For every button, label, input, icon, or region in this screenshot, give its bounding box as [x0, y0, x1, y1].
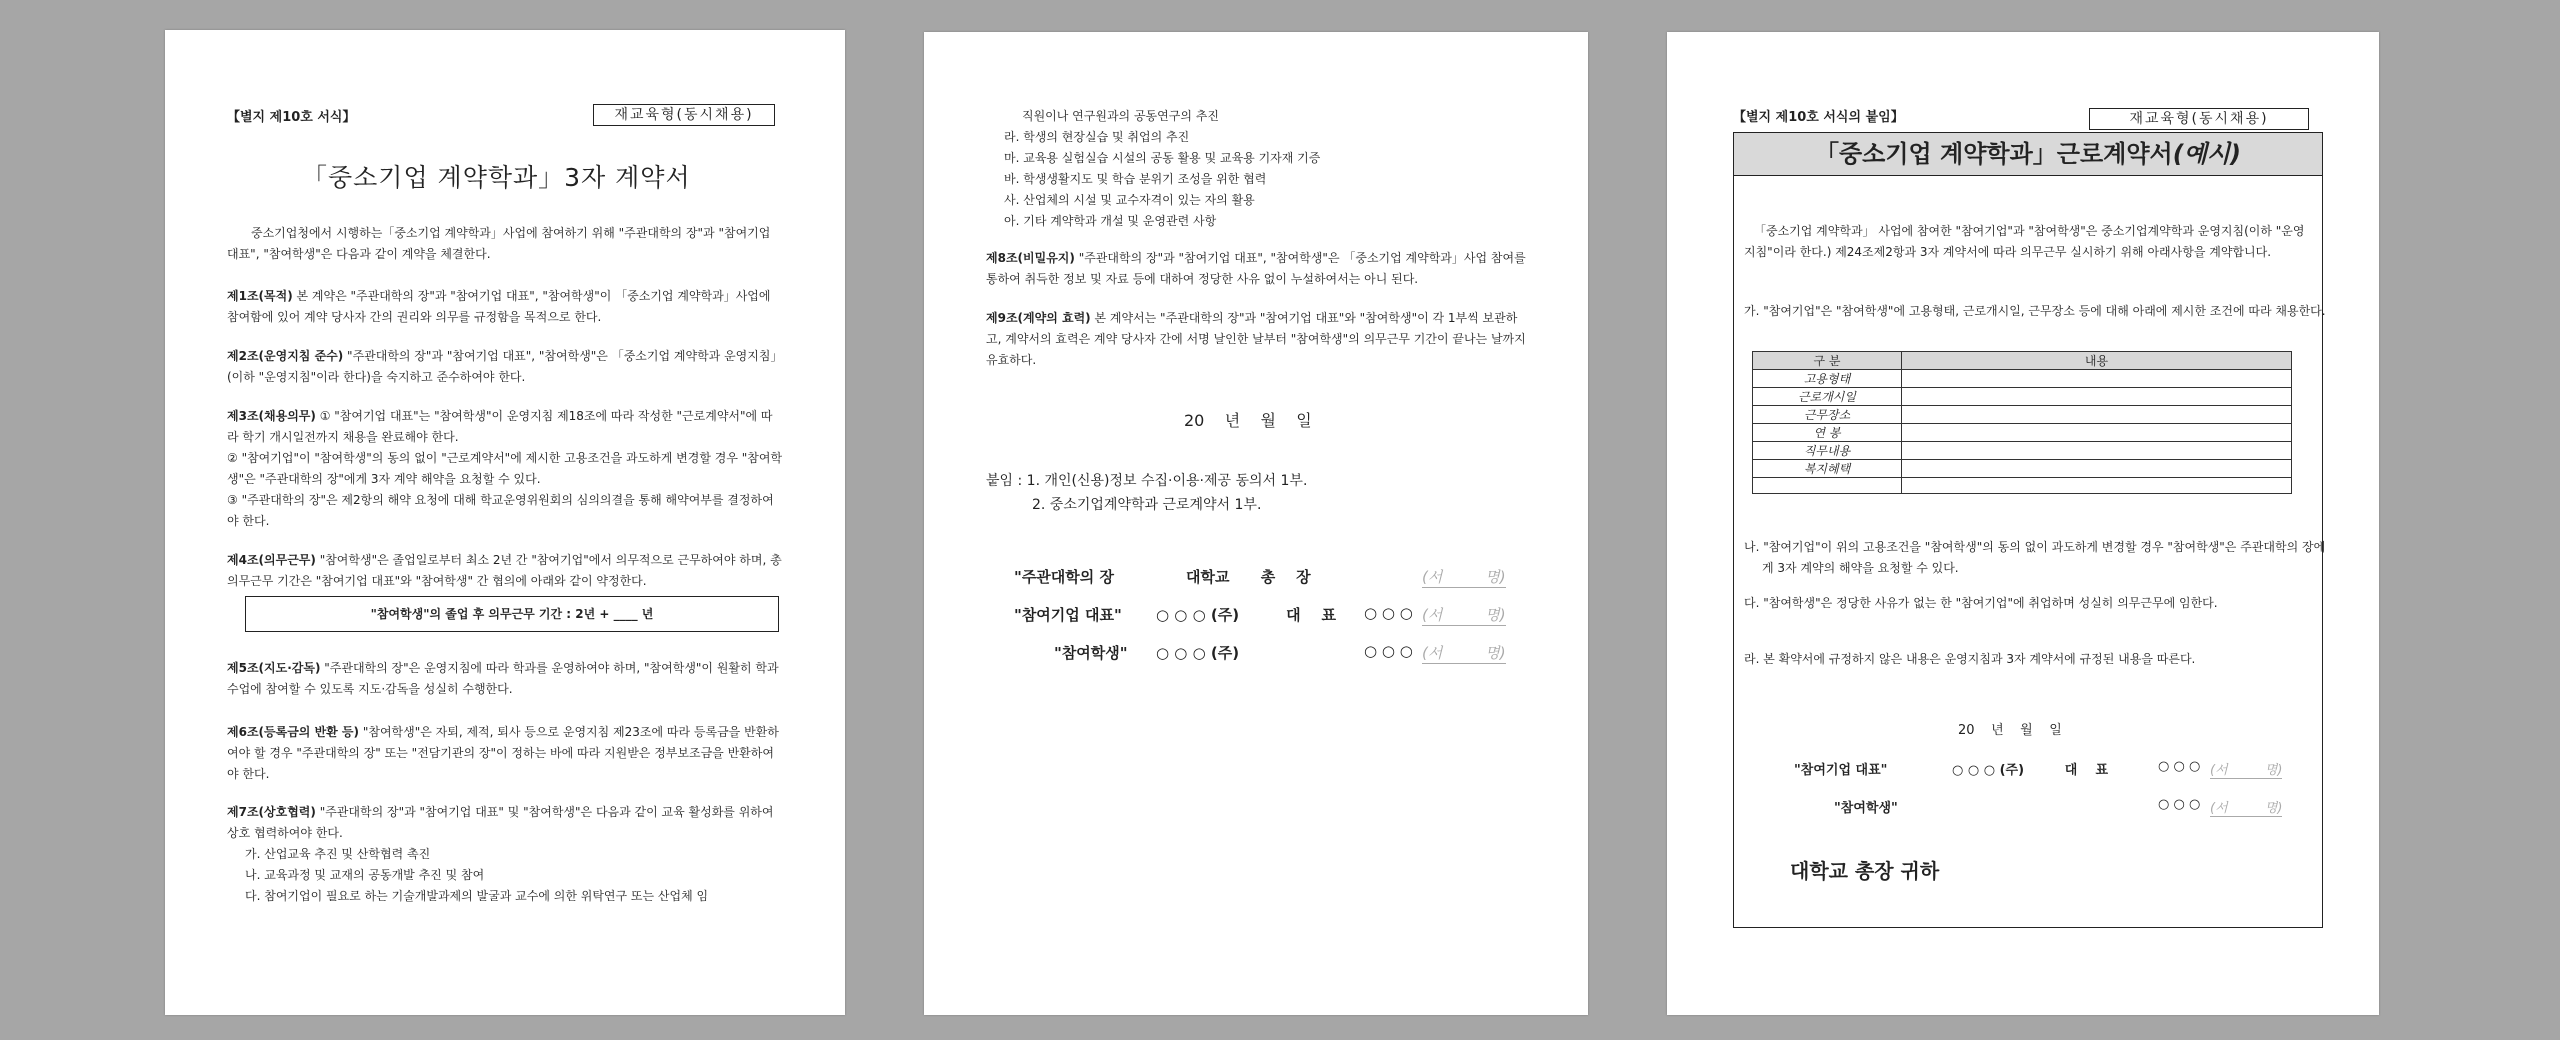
row-value-cell[interactable]: [1902, 460, 2292, 478]
row-value-cell[interactable]: [1902, 370, 2292, 388]
sign-label-company: "참여기업 대표": [1794, 763, 1888, 778]
sign-mid-company: ○ ○ ○ (주) 대 표: [1156, 606, 1337, 624]
article-8-body: "주관대학의 장"과 "참여기업 대표", "참여학생"은 「중소기업 계약학과」사업 참여를 통하여 취득한 정보 및 자료 등에 대하여 정당한 사유 없이 누설하여서는 아니 된다.: [986, 251, 1526, 286]
article-5: [227, 658, 783, 700]
table-row: [1753, 442, 2292, 460]
sign-name-student: ○ ○ ○: [1364, 642, 1413, 660]
row-value-cell[interactable]: [1902, 388, 2292, 406]
article-4-body: "참여학생"은 졸업일로부터 최소 2년 간 "참여기업"에서 의무적으로 근무하여야 하며, 총 의무근무 기간은 "참여기업 대표"와 "참여학생" 간 협의에 아래와 같이 약정한다.: [227, 553, 782, 588]
row-label-salary: 연 봉: [1753, 424, 1902, 442]
employment-terms-table: [1752, 351, 2292, 494]
article-3-clause-3: ③ "주관대학의 장"은 제2항의 해약 요청에 대해 학교운영위원회의 심의의결을 통해 해약여부를 결정하여야 한다.: [227, 493, 774, 528]
row-value-cell[interactable]: [1902, 424, 2292, 442]
signature-field-student[interactable]: (서 명): [1422, 644, 1506, 662]
article-7-item-ah: 아. 기타 계약학과 개설 및 운영관련 사항: [1004, 214, 1217, 228]
clause-ra: 라. 본 확약서에 규정하지 않은 내용은 운영지침과 3자 계약서에 규정된 내용을 따른다.: [1744, 652, 2196, 666]
table-row: [1753, 460, 2292, 478]
sign-name-student: ○ ○ ○: [2158, 797, 2201, 812]
intro-paragraph: 중소기업청에서 시행하는「중소기업 계약학과」사업에 참여하기 위해 "주관대학의 장"과 "참여기업 대표", "참여학생"은 다음과 같이 계약을 체결한다.: [227, 226, 771, 261]
signature-field-student[interactable]: (서 명): [2210, 797, 2282, 817]
continued-text: 직원이나 연구원과의 공동연구의 추진: [1022, 109, 1219, 123]
row-label-duties: 직무내용: [1753, 442, 1902, 460]
document-page-1: [165, 30, 845, 1015]
form-type-box: 재교육형(동시채용): [593, 104, 775, 126]
article-5-heading: 제5조(지도·감독): [227, 661, 321, 675]
article-1-heading: 제1조(목적): [227, 289, 293, 303]
sign-name-company: ○ ○ ○: [2158, 759, 2201, 774]
article-9: [986, 308, 1526, 371]
title-main: 「중소기업 계약학과」근로계약서: [1814, 140, 2173, 168]
table-row: [1753, 424, 2292, 442]
article-7-item-ba: 바. 학생생활지도 및 학습 분위기 조성을 위한 협력: [1004, 172, 1267, 186]
article-7-heading: 제7조(상호협력): [227, 805, 316, 819]
row-label-benefits: 복지혜택: [1753, 460, 1902, 478]
article-1-body: 본 계약은 "주관대학의 장"과 "참여기업 대표", "참여학생"이 「중소기업 계약학과」사업에 참여함에 있어 계약 당사자 간의 권리와 의무를 규정함을 목적으로 한다.: [227, 289, 771, 324]
article-7-item-na: 나. 교육과정 및 교재의 공동개발 추진 및 참여: [245, 868, 485, 882]
sign-label-student: "참여학생": [1834, 801, 1898, 816]
signature-field-university[interactable]: (서 명): [1422, 568, 1506, 586]
article-6: [227, 722, 783, 785]
article-8-heading: 제8조(비밀유지): [986, 251, 1075, 265]
document-page-2: [924, 32, 1588, 1015]
contract-date: 20 년 월 일: [1958, 723, 2062, 738]
attachment-1: 붙임 : 1. 개인(신용)정보 수집·이용·제공 동의서 1부.: [986, 473, 1308, 489]
table-row: [1753, 370, 2292, 388]
article-9-heading: 제9조(계약의 효력): [986, 311, 1091, 325]
clause-da: 다. "참여학생"은 정당한 사유가 없는 한 "참여기업"에 취업하며 성실히 의무근무에 임한다.: [1744, 596, 2218, 610]
article-2: [227, 346, 783, 388]
article-3-body: ① "참여기업 대표"는 "참여학생"이 운영지침 제18조에 따라 작성한 "근로계약서"에 따라 학기 개시일전까지 채용을 완료해야 한다.: [227, 409, 773, 444]
signature-field-company[interactable]: (서 명): [2210, 759, 2282, 779]
article-2-body: "주관대학의 장"과 "참여기업 대표", "참여학생"은 「중소기업 계약학과 운영지침」(이하 "운영지침"이라 한다)을 숙지하고 준수하여야 한다.: [227, 349, 783, 384]
contract-frame: [1733, 132, 2326, 928]
article-6-body: "참여학생"은 자퇴, 제적, 퇴사 등으로 운영지침 제23조에 따라 등록금을 반환하여야 할 경우 "주관대학의 장" 또는 "전담기관의 장"이 정하는 바에 따라 지원받은 정부보조금을 반환하여야 한다.: [227, 725, 779, 781]
sign-mid-university: 대학교 총 장: [1186, 568, 1311, 586]
row-label-empty: [1753, 478, 1902, 494]
table-row: [1753, 388, 2292, 406]
row-label-start-date: 근로개시일: [1753, 388, 1902, 406]
article-3-heading: 제3조(채용의무): [227, 409, 316, 423]
row-value-cell[interactable]: [1902, 442, 2292, 460]
closing-addressee: 대학교 총장 귀하: [1790, 859, 1940, 883]
form-label: 【별지 제10호 서식】: [227, 110, 356, 125]
page-title: 「중소기업 계약학과」3자 계약서: [302, 163, 691, 192]
article-5-body: "주관대학의 장"은 운영지침에 따라 학과를 운영하여야 하며, "참여학생"이 원활히 학과수업에 참여할 수 있도록 지도·감독을 성실히 수행한다.: [227, 661, 779, 696]
article-2-heading: 제2조(운영지침 준수): [227, 349, 344, 363]
form-label: 【별지 제10호 서식의 붙임】: [1733, 110, 1904, 125]
row-value-cell[interactable]: [1902, 406, 2292, 424]
sign-mid-company: ○ ○ ○ (주) 대 표: [1952, 763, 2109, 778]
service-period-box: "참여학생"의 졸업 후 의무근무 기간 : 2년 + ____ 년: [245, 596, 779, 632]
article-7-item-ra: 라. 학생의 현장실습 및 취업의 추진: [1004, 130, 1190, 144]
article-7-item-ga: 가. 산업교육 추진 및 산학협력 촉진: [245, 847, 431, 861]
page-title: [1734, 133, 2322, 176]
article-3: [227, 406, 783, 448]
contract-date: 20 년 월 일: [1184, 411, 1312, 430]
intro-paragraph: 「중소기업 계약학과」 사업에 참여한 "참여기업"과 "참여학생"은 중소기업계약학과 운영지침(이하 "운영지침"이라 한다.) 제24조제2항과 3자 계약서에 따라 의무근무 실시하기 위해 아래사항을 계약합니다.: [1744, 224, 2305, 259]
table-row: [1753, 478, 2292, 494]
table-header-category: 구 분: [1753, 352, 1902, 370]
row-value-cell[interactable]: [1902, 478, 2292, 494]
table-header-content: 내용: [1902, 352, 2292, 370]
sign-label-company: "참여기업 대표": [1014, 606, 1122, 624]
form-type-box: 재교육형(동시채용): [2089, 108, 2309, 130]
sign-name-company: ○ ○ ○: [1364, 604, 1413, 622]
clause-na: 나. "참여기업"이 위의 고용조건을 "참여학생"의 동의 없이 과도하게 변경할 경우 "참여학생"은 주관대학의 장에게 3자 계약의 해약을 요청할 수 있다.: [1744, 540, 2326, 575]
clause-ga: 가. "참여기업"은 "참여학생"에 고용형태, 근로개시일, 근무장소 등에 대해 아래에 제시한 조건에 따라 채용한다.: [1744, 304, 2326, 318]
article-7: [227, 802, 783, 844]
sign-label-student: "참여학생": [1054, 644, 1128, 662]
table-row: [1753, 406, 2292, 424]
article-8: [986, 248, 1526, 290]
title-example: (예시): [2172, 140, 2242, 168]
article-4: [227, 550, 783, 592]
sign-mid-student: ○ ○ ○ (주): [1156, 644, 1240, 662]
table-header-row: [1753, 352, 2292, 370]
article-7-item-ma: 마. 교육용 실험실습 시설의 공동 활용 및 교육용 기자재 기증: [1004, 151, 1321, 165]
attachment-2: 2. 중소기업계약학과 근로계약서 1부.: [1032, 497, 1262, 513]
sign-label-university: "주관대학의 장: [1014, 568, 1114, 586]
row-label-workplace: 근무장소: [1753, 406, 1902, 424]
article-9-body: 본 계약서는 "주관대학의 장"과 "참여기업 대표"와 "참여학생"이 각 1부씩 보관하고, 계약서의 효력은 계약 당사자 간에 서명 날인한 날부터 "참여학생"의 의무근무 기간이 끝나는 날까지 유효하다.: [986, 311, 1526, 367]
article-6-heading: 제6조(등록금의 반환 등): [227, 725, 360, 739]
article-3-clause-2: ② "참여기업"이 "참여학생"의 동의 없이 "근로계약서"에 제시한 고용조건을 과도하게 변경할 경우 "참여학생"은 "주관대학의 장"에게 3자 계약 해약을 요청할 수 있다.: [227, 451, 783, 486]
article-4-heading: 제4조(의무근무): [227, 553, 316, 567]
article-7-item-sa: 사. 산업체의 시설 및 교수자격이 있는 자의 활용: [1004, 193, 1255, 207]
article-1: [227, 286, 783, 328]
article-7-body: "주관대학의 장"과 "참여기업 대표" 및 "참여학생"은 다음과 같이 교육 활성화를 위하여 상호 협력하여야 한다.: [227, 805, 774, 840]
article-7-item-da: 다. 참여기업이 필요로 하는 기술개발과제의 발굴과 교수에 의한 위탁연구 또는 산업체 임: [245, 889, 709, 903]
row-label-employment-type: 고용형태: [1753, 370, 1902, 388]
signature-field-company[interactable]: (서 명): [1422, 606, 1506, 624]
document-page-3: [1667, 32, 2379, 1015]
